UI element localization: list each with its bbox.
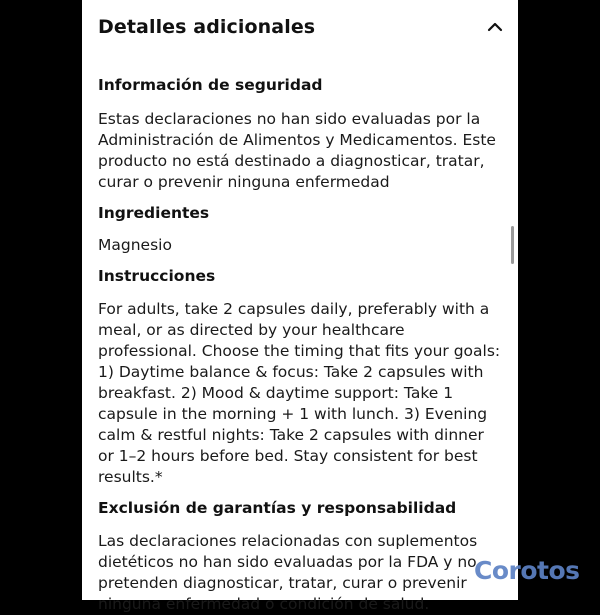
ingredients-heading: Ingredientes [98,204,210,222]
details-panel [82,0,518,613]
safety-info-heading: Información de seguridad [98,76,323,94]
details-title: Detalles adicionales [98,16,316,38]
instructions-text: For adults, take 2 capsules daily, preferably with a meal, or as directed by your healthcare professional. Choose the timing that fits your goals: 1) Daytime balance & focus: Take 2 capsules with breakfast. 2) Mood & daytime support: Take 1 capsule in the morning + 1 with lunch. 3) Evening calm & restful nights: Take 2 capsules with dinner or 1–2 hours before bed. Stay consistent for best results.* [98,300,501,486]
disclaimer-text: Las declaraciones relacionadas con suplementos dietéticos no han sido evaluadas por la FDA y no pretenden diagnosticar, tratar, curar o prevenir ninguna enfermedad o condición de salud. [98,532,478,613]
ingredients-text: Magnesio [98,236,172,254]
scrollbar-thumb[interactable] [511,226,514,264]
disclaimer-heading: Exclusión de garantías y responsabilidad [98,499,457,517]
corotos-watermark: Corotos [474,556,580,585]
safety-info-text: Estas declaraciones no han sido evaluadas por la Administración de Alimentos y Medicamentos. Este producto no está destinado a diagnosticar, tratar, curar o prevenir ninguna enfermedad [98,110,496,191]
instructions-heading: Instrucciones [98,267,216,285]
details-header[interactable] [98,14,504,42]
chevron-up-icon[interactable] [486,18,504,36]
details-content [98,74,504,615]
